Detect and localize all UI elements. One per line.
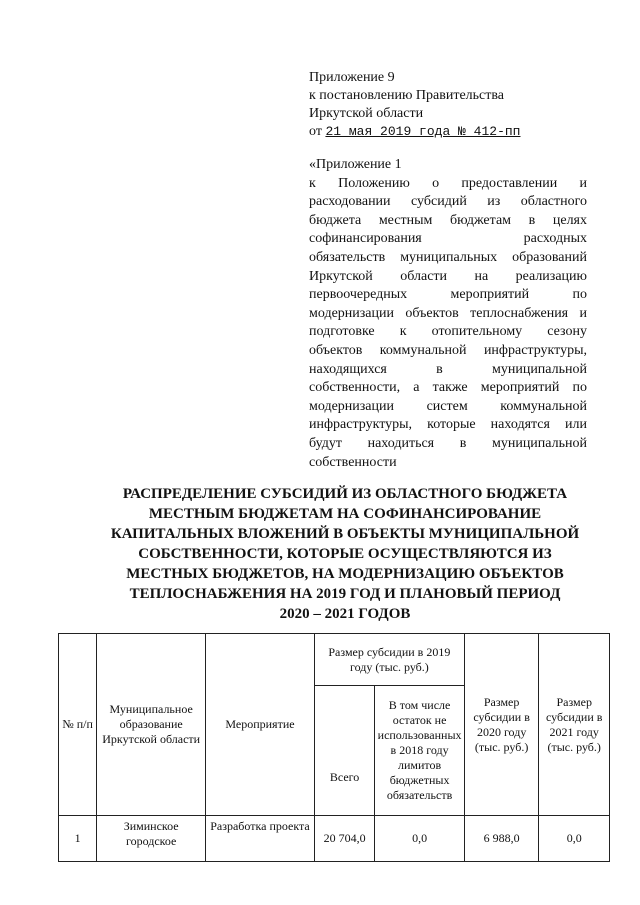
regulation-line: софинансирования расходных (309, 231, 587, 247)
appendix-date-line (309, 123, 589, 141)
heading-line: ТЕПЛОСНАБЖЕНИЯ НА 2019 ГОД И ПЛАНОВЫЙ ПЕРИОД (129, 586, 561, 602)
subsidy-table (58, 633, 610, 862)
header-event: Мероприятие (206, 634, 315, 816)
table-row (59, 816, 610, 862)
header-subsidy-2021: Размер субсидии в 2021 году (тыс. руб.) (539, 634, 610, 816)
regulation-line: инфраструктуры, которые находятся или (309, 417, 587, 433)
regulation-line: первоочередных мероприятий по (309, 287, 587, 303)
cell-num: 1 (59, 816, 97, 862)
heading-line: РАСПРЕДЕЛЕНИЕ СУБСИДИЙ ИЗ ОБЛАСТНОГО БЮДЖЕТА (122, 486, 568, 502)
regulation-line: собственности (309, 454, 397, 470)
header-subsidy-2020: Размер субсидии в 2020 году (тыс. руб.) (464, 634, 539, 816)
regulation-line: будут находиться в муниципальной (309, 435, 587, 451)
appendix-block (309, 69, 589, 141)
heading-line: МЕСТНЫМ БЮДЖЕТАМ НА СОФИНАНСИРОВАНИЕ (148, 506, 542, 522)
regulation-line: модернизации объектов теплоснабжения и (309, 305, 587, 321)
cell-2020: 6 988,0 (464, 816, 539, 862)
regulation-line: бюджета местным бюджетам в целях (309, 212, 587, 228)
table-header-row (59, 634, 610, 686)
cell-municipality: Зиминское городское (97, 816, 206, 862)
appendix-number: Приложение 9 (309, 70, 395, 85)
appendix-date: 21 мая 2019 года № 412-пп (325, 124, 521, 139)
header-including: В том числе остаток не использованных в 2018 году лимитов бюджетных обязательств (375, 686, 465, 816)
cell-2021: 0,0 (539, 816, 610, 862)
header-subsidy-2019: Размер субсидии в 2019 году (тыс. руб.) (314, 634, 464, 686)
heading-line: 2020 – 2021 ГОДОВ (279, 606, 411, 622)
heading-line: КАПИТАЛЬНЫХ ВЛОЖЕНИЙ В ОБЪЕКТЫ МУНИЦИПАЛЬНОЙ (110, 526, 580, 542)
cell-total: 20 704,0 (314, 816, 374, 862)
header-num: № п/п (59, 634, 97, 816)
cell-including: 0,0 (375, 816, 465, 862)
header-municipality: Муниципальное образование Иркутской области (97, 634, 206, 816)
heading-line: СОБСТВЕННОСТИ, КОТОРЫЕ ОСУЩЕСТВЛЯЮТСЯ ИЗ (138, 546, 552, 562)
regulation-line: объектов коммунальной инфраструктуры, (309, 342, 587, 358)
regulation-reference (309, 156, 587, 472)
regulation-line: к Положению о предоставлении и (309, 175, 587, 191)
appendix-resolution: к постановлению Правительства (309, 88, 505, 103)
regulation-title: «Приложение 1 (309, 157, 402, 172)
heading-line: МЕСТНЫХ БЮДЖЕТОВ, НА МОДЕРНИЗАЦИЮ ОБЪЕКТОВ (126, 566, 564, 582)
regulation-line: обязательств муниципальных образований (309, 249, 587, 265)
regulation-line: расходовании субсидий из областного (309, 194, 587, 210)
regulation-line: подготовке к отопительному сезону (309, 324, 587, 340)
cell-event: Разработка проекта (206, 816, 315, 862)
regulation-line: находящихся в муниципальной (309, 361, 587, 377)
appendix-date-prefix: от (309, 124, 322, 139)
regulation-line: Иркутской области на реализацию (309, 268, 587, 284)
header-total: Всего (314, 686, 374, 816)
regulation-line: модернизации систем коммунальной (309, 398, 587, 414)
document-heading (100, 484, 590, 624)
regulation-line: собственности, а также мероприятий по (309, 380, 587, 396)
appendix-region: Иркутской области (309, 106, 424, 121)
